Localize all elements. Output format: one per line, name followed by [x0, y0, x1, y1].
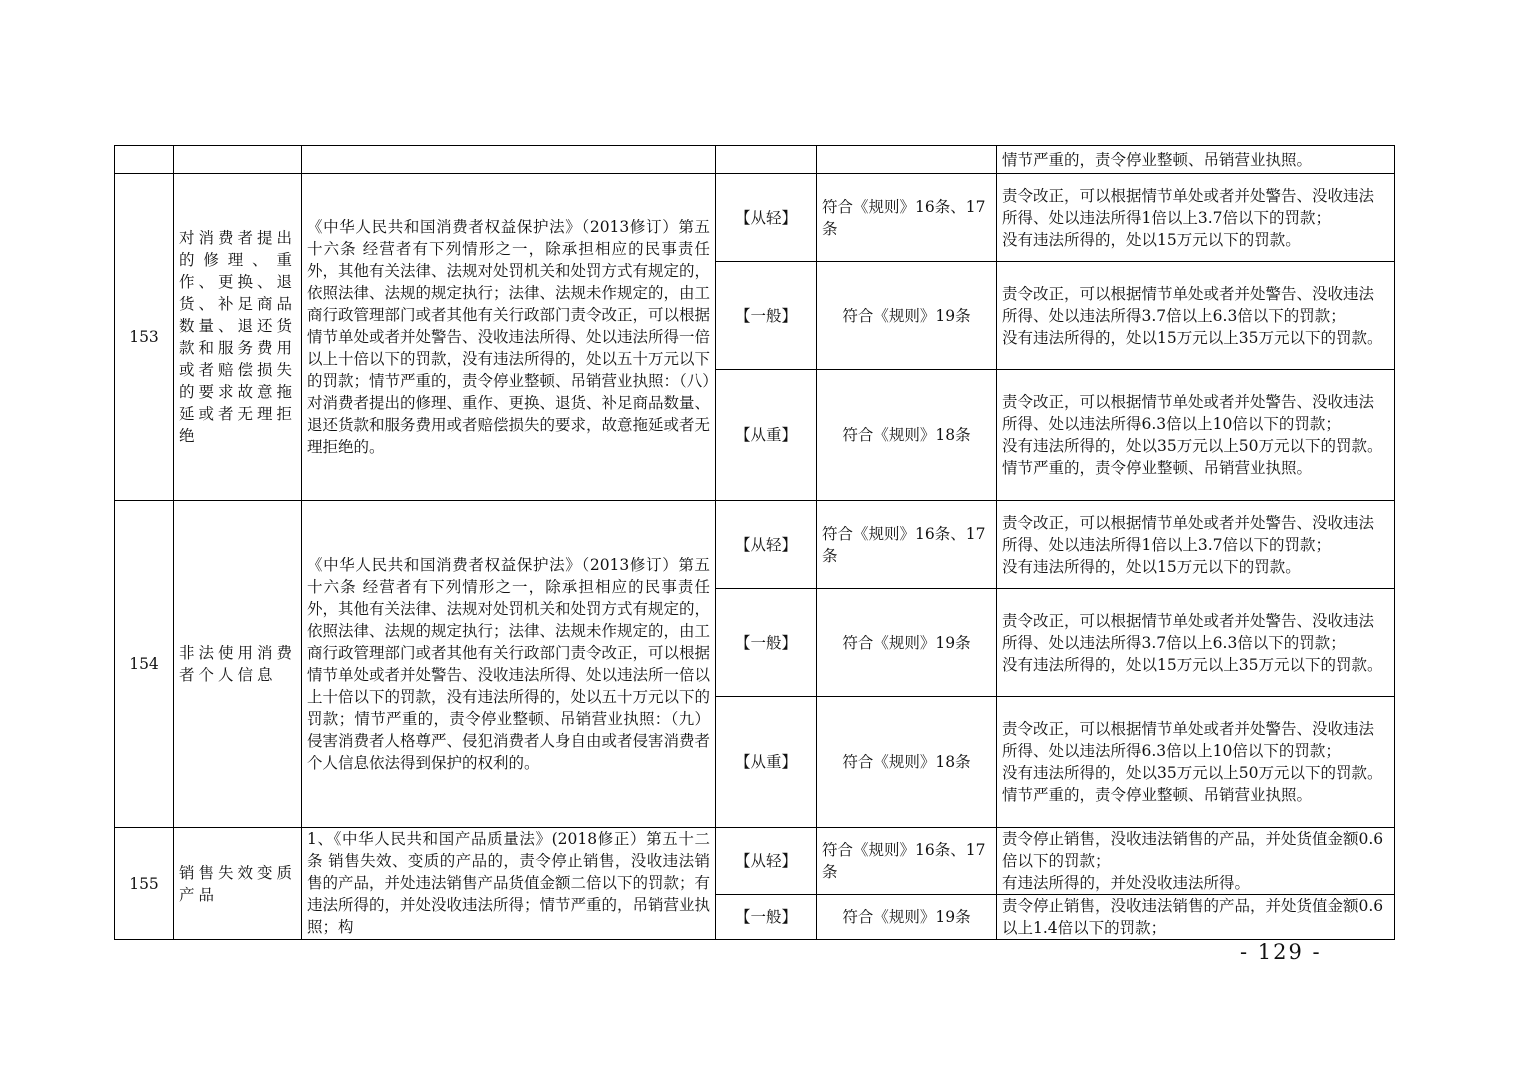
level-light: 【从轻】: [716, 501, 817, 589]
level-heavy: 【从重】: [716, 697, 817, 828]
violation-item: 销售失效变质产品: [174, 828, 302, 940]
standard-line: 责令改正，可以根据情节单处或者并处警告、没收违法所得、处以违法所得1倍以上3.7倍以下的罚款；: [1002, 186, 1375, 227]
standard-line: 没有违法所得的，处以15万元以上35万元以下的罚款。: [1002, 655, 1383, 674]
penalty-standard: [997, 262, 1395, 370]
penalty-standard: [997, 589, 1395, 697]
violation-item: 对消费者提出的修理、重作、更换、退货、补足商品数量、退还货款和服务费用或者赔偿损失的要求故意拖延或者无理拒绝: [174, 174, 302, 501]
level-normal: 【一般】: [716, 262, 817, 370]
applicable-rule: 符合《规则》16条、17条: [817, 174, 997, 262]
table-row: [115, 828, 1395, 895]
standard-line: 责令改正，可以根据情节单处或者并处警告、没收违法所得、处以违法所得6.3倍以上10倍以下的罚款；: [1002, 393, 1375, 433]
table-row: [115, 174, 1395, 262]
applicable-rule: 符合《规则》16条、17条: [817, 501, 997, 589]
standard-line: 没有违法所得的，处以15万元以上35万元以下的罚款。: [1002, 328, 1383, 347]
level-light: 【从轻】: [716, 828, 817, 895]
penalty-standard: [997, 370, 1395, 501]
page-number: - 129 -: [1240, 940, 1322, 964]
standard-line: 责令改正，可以根据情节单处或者并处警告、没收违法所得、处以违法所得6.3倍以上10倍以下的罚款；: [1002, 720, 1375, 760]
no-cell: [115, 146, 174, 174]
applicable-rule: 符合《规则》18条: [817, 697, 997, 828]
legal-basis: 《中华人民共和国消费者权益保护法》（2013修订）第五十六条 经营者有下列情形之一，除承担相应的民事责任外，其他有关法律、法规对处罚机关和处罚方式有规定的，依照法律、法规的规定执行；法律、法规未作规定的，由工商行政管理部门或者其他有关行政部门责令改正，可以根据情节单处或者并处警告、没收违法所得、处以违法所一倍以上十倍以下的罚款，没有违法所得的，处以五十万元以下的罚款；情节严重的，责令停业整顿、吊销营业执照：（九）侵害消费者人格尊严、侵犯消费者人身自由或者侵害消费者个人信息依法得到保护的权利的。: [302, 501, 716, 828]
row-number: 155: [115, 828, 174, 940]
standard-line: 没有违法所得的，处以15万元以下的罚款。: [1002, 557, 1301, 576]
standard-line: 责令改正，可以根据情节单处或者并处警告、没收违法所得、处以违法所得1倍以上3.7倍以下的罚款；: [1002, 513, 1375, 554]
legal-basis: 1、《中华人民共和国产品质量法》(2018修正）第五十二条 销售失效、变质的产品的，责令停止销售，没收违法销售的产品，并处违法销售产品货值金额二倍以下的罚款；有违法所得的，并处没收违法所得；情节严重的，吊销营业执照；构: [302, 828, 716, 940]
applicable-rule: 符合《规则》19条: [817, 895, 997, 940]
penalty-standard: [997, 174, 1395, 262]
level-normal: 【一般】: [716, 895, 817, 940]
standard-line: 责令停止销售，没收违法销售的产品，并处货值金额0.6以上1.4倍以下的罚款；: [1002, 897, 1384, 937]
legal-basis: 《中华人民共和国消费者权益保护法》（2013修订）第五十六条 经营者有下列情形之一，除承担相应的民事责任外，其他有关法律、法规对处罚机关和处罚方式有规定的，依照法律、法规的规定执行；法律、法规未作规定的，由工商行政管理部门或者其他有关行政部门责令改正，可以根据情节单处或者并处警告、没收违法所得、处以违法所得一倍以上十倍以下的罚款，没有违法所得的，处以五十万元以下的罚款；情节严重的，责令停业整顿、吊销营业执照：（八）对消费者提出的修理、重作、更换、退货、补足商品数量、退还货款和服务费用或者赔偿损失的要求，故意拖延或者无理拒绝的。: [302, 174, 716, 501]
violation-item: 非法使用消费者个人信息: [174, 501, 302, 828]
table-row: [115, 501, 1395, 589]
penalty-standard: [997, 697, 1395, 828]
standard-line: 情节严重的，责令停业整顿、吊销营业执照。: [1002, 786, 1313, 804]
standard-line: 责令停止销售，没收违法销售的产品，并处货值金额0.6倍以下的罚款；: [1002, 830, 1384, 870]
applicable-rule: 符合《规则》19条: [817, 589, 997, 697]
standard-line: 没有违法所得的，处以35万元以上50万元以下的罚款。: [1002, 764, 1383, 782]
standard-cell: 情节严重的，责令停业整顿、吊销营业执照。: [997, 146, 1395, 174]
row-number: 154: [115, 501, 174, 828]
applicable-rule: 符合《规则》16条、17条: [817, 828, 997, 895]
level-heavy: 【从重】: [716, 370, 817, 501]
level-normal: 【一般】: [716, 589, 817, 697]
standard-line: 责令改正，可以根据情节单处或者并处警告、没收违法所得、处以违法所得3.7倍以上6.3倍以下的罚款；: [1002, 284, 1375, 325]
standard-line: 没有违法所得的，处以35万元以上50万元以下的罚款。: [1002, 437, 1383, 455]
applicable-rule: 符合《规则》19条: [817, 262, 997, 370]
item-cell: [174, 146, 302, 174]
applicable-rule: 符合《规则》18条: [817, 370, 997, 501]
standard-line: 有违法所得的，并处没收违法所得。: [1002, 874, 1251, 892]
level-cell: [716, 146, 817, 174]
basis-cell: [302, 146, 716, 174]
table-row-continuation: [115, 146, 1395, 174]
level-light: 【从轻】: [716, 174, 817, 262]
standard-line: 责令改正，可以根据情节单处或者并处警告、没收违法所得、处以违法所得3.7倍以上6.3倍以下的罚款；: [1002, 611, 1375, 652]
penalty-standard: [997, 828, 1395, 895]
standard-line: 情节严重的，责令停业整顿、吊销营业执照。: [1002, 459, 1313, 477]
penalty-discretion-table: [114, 145, 1395, 940]
row-number: 153: [115, 174, 174, 501]
penalty-standard: [997, 501, 1395, 589]
penalty-standard: [997, 895, 1395, 940]
rule-cell: [817, 146, 997, 174]
standard-line: 没有违法所得的，处以15万元以下的罚款。: [1002, 230, 1301, 249]
